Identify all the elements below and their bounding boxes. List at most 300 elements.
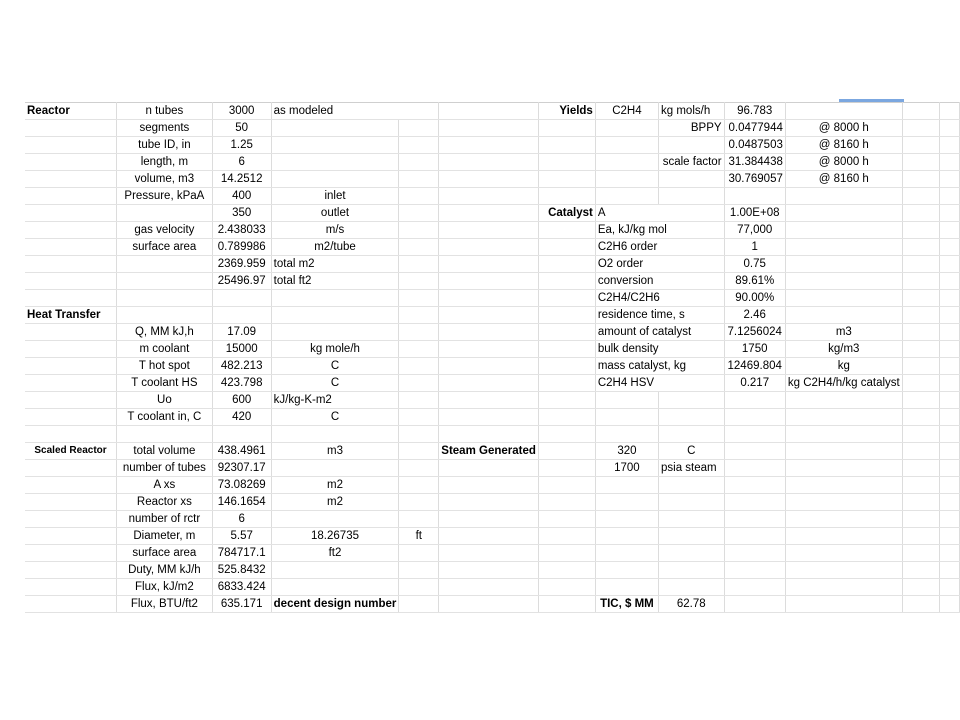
- sheet-cell[interactable]: [785, 511, 902, 528]
- sheet-cell[interactable]: [659, 171, 725, 188]
- sheet-cell[interactable]: [271, 426, 399, 443]
- sheet-cell[interactable]: [659, 477, 725, 494]
- sheet-cell[interactable]: Flux, BTU/ft2: [117, 596, 213, 613]
- sheet-cell[interactable]: [595, 528, 658, 545]
- sheet-cell[interactable]: [902, 562, 940, 579]
- sheet-cell[interactable]: [902, 341, 940, 358]
- sheet-cell[interactable]: 2.46: [724, 307, 785, 324]
- sheet-cell[interactable]: 6833.424: [212, 579, 271, 596]
- sheet-cell[interactable]: total ft2: [271, 273, 399, 290]
- sheet-cell[interactable]: [439, 460, 539, 477]
- sheet-cell[interactable]: 92307.17: [212, 460, 271, 477]
- sheet-cell[interactable]: [595, 188, 658, 205]
- sheet-cell[interactable]: [439, 324, 539, 341]
- sheet-cell[interactable]: T hot spot: [117, 358, 213, 375]
- sheet-cell[interactable]: @ 8000 h: [785, 154, 902, 171]
- sheet-cell[interactable]: [785, 460, 902, 477]
- sheet-cell[interactable]: [785, 290, 902, 307]
- sheet-cell[interactable]: [659, 545, 725, 562]
- sheet-cell[interactable]: [595, 545, 658, 562]
- sheet-cell[interactable]: [117, 426, 213, 443]
- sheet-cell[interactable]: [538, 494, 595, 511]
- sheet-cell[interactable]: A xs: [117, 477, 213, 494]
- sheet-cell[interactable]: [117, 205, 213, 222]
- sheet-cell[interactable]: gas velocity: [117, 222, 213, 239]
- sheet-cell[interactable]: bulk density: [595, 341, 724, 358]
- sheet-cell[interactable]: 7.1256024: [724, 324, 785, 341]
- sheet-cell[interactable]: [439, 562, 539, 579]
- sheet-cell[interactable]: [399, 392, 439, 409]
- sheet-cell[interactable]: [25, 545, 117, 562]
- sheet-cell[interactable]: [940, 120, 960, 137]
- sheet-cell[interactable]: [538, 171, 595, 188]
- sheet-cell[interactable]: [25, 528, 117, 545]
- sheet-cell[interactable]: number of tubes: [117, 460, 213, 477]
- sheet-cell[interactable]: [439, 222, 539, 239]
- sheet-cell[interactable]: [785, 392, 902, 409]
- sheet-cell[interactable]: [785, 409, 902, 426]
- sheet-cell[interactable]: n tubes: [117, 103, 213, 120]
- sheet-cell[interactable]: kg/m3: [785, 341, 902, 358]
- sheet-cell[interactable]: [25, 494, 117, 511]
- sheet-cell[interactable]: [439, 341, 539, 358]
- sheet-cell[interactable]: [538, 256, 595, 273]
- sheet-cell[interactable]: [399, 375, 439, 392]
- sheet-cell[interactable]: [940, 477, 960, 494]
- sheet-cell[interactable]: 1.25: [212, 137, 271, 154]
- sheet-cell[interactable]: 146.1654: [212, 494, 271, 511]
- sheet-cell[interactable]: [724, 494, 785, 511]
- sheet-cell[interactable]: 15000: [212, 341, 271, 358]
- sheet-cell[interactable]: [399, 460, 439, 477]
- sheet-cell[interactable]: [399, 307, 439, 324]
- sheet-cell[interactable]: 18.26735: [271, 528, 399, 545]
- sheet-cell[interactable]: [595, 171, 658, 188]
- sheet-cell[interactable]: [399, 341, 439, 358]
- sheet-cell[interactable]: [940, 188, 960, 205]
- sheet-cell[interactable]: [25, 409, 117, 426]
- sheet-cell[interactable]: [785, 443, 902, 460]
- sheet-cell[interactable]: C: [271, 375, 399, 392]
- sheet-cell[interactable]: [25, 392, 117, 409]
- sheet-cell[interactable]: [902, 358, 940, 375]
- sheet-cell[interactable]: [399, 137, 439, 154]
- sheet-cell[interactable]: [538, 341, 595, 358]
- sheet-cell[interactable]: [538, 579, 595, 596]
- sheet-cell[interactable]: [399, 154, 439, 171]
- sheet-cell[interactable]: [439, 307, 539, 324]
- sheet-cell[interactable]: [399, 120, 439, 137]
- sheet-cell[interactable]: 420: [212, 409, 271, 426]
- sheet-cell[interactable]: [902, 494, 940, 511]
- sheet-cell[interactable]: [439, 188, 539, 205]
- sheet-cell[interactable]: total m2: [271, 256, 399, 273]
- sheet-cell[interactable]: [25, 375, 117, 392]
- sheet-cell[interactable]: 12469.804: [724, 358, 785, 375]
- sheet-cell[interactable]: C2H6 order: [595, 239, 724, 256]
- sheet-cell[interactable]: m coolant: [117, 341, 213, 358]
- sheet-cell[interactable]: [902, 120, 940, 137]
- spreadsheet-grid[interactable]: [25, 102, 960, 613]
- sheet-cell[interactable]: [902, 460, 940, 477]
- sheet-cell[interactable]: [439, 511, 539, 528]
- sheet-cell[interactable]: [785, 494, 902, 511]
- sheet-cell[interactable]: [25, 256, 117, 273]
- sheet-cell[interactable]: [439, 494, 539, 511]
- sheet-cell[interactable]: C: [271, 409, 399, 426]
- sheet-cell[interactable]: [399, 256, 439, 273]
- sheet-cell[interactable]: 31.384438: [724, 154, 785, 171]
- sheet-cell[interactable]: T coolant HS: [117, 375, 213, 392]
- sheet-cell[interactable]: ft: [399, 528, 439, 545]
- sheet-cell[interactable]: 0.789986: [212, 239, 271, 256]
- sheet-cell[interactable]: [595, 579, 658, 596]
- sheet-cell[interactable]: [212, 426, 271, 443]
- sheet-cell[interactable]: [902, 596, 940, 613]
- sheet-cell[interactable]: [25, 477, 117, 494]
- sheet-cell[interactable]: [902, 137, 940, 154]
- sheet-cell[interactable]: C2H4 HSV: [595, 375, 724, 392]
- sheet-cell[interactable]: [785, 545, 902, 562]
- sheet-cell[interactable]: [399, 239, 439, 256]
- sheet-cell[interactable]: Scaled Reactor: [25, 443, 117, 460]
- sheet-cell[interactable]: [659, 562, 725, 579]
- sheet-cell[interactable]: [785, 103, 902, 120]
- sheet-cell[interactable]: [595, 137, 658, 154]
- sheet-cell[interactable]: [439, 239, 539, 256]
- sheet-cell[interactable]: [724, 188, 785, 205]
- sheet-cell[interactable]: [940, 426, 960, 443]
- sheet-cell[interactable]: kJ/kg-K-m2: [271, 392, 399, 409]
- sheet-cell[interactable]: C2H4: [595, 103, 658, 120]
- sheet-cell[interactable]: [940, 494, 960, 511]
- sheet-cell[interactable]: BPPY: [659, 120, 725, 137]
- sheet-cell[interactable]: [538, 358, 595, 375]
- sheet-cell[interactable]: [659, 579, 725, 596]
- sheet-cell[interactable]: 14.2512: [212, 171, 271, 188]
- sheet-cell[interactable]: [117, 273, 213, 290]
- sheet-cell[interactable]: [538, 528, 595, 545]
- sheet-cell[interactable]: kg C2H4/h/kg catalyst: [785, 375, 902, 392]
- sheet-cell[interactable]: [399, 426, 439, 443]
- sheet-cell[interactable]: [439, 477, 539, 494]
- sheet-cell[interactable]: [724, 528, 785, 545]
- sheet-cell[interactable]: 62.78: [659, 596, 725, 613]
- sheet-cell[interactable]: [659, 409, 725, 426]
- sheet-cell[interactable]: [538, 545, 595, 562]
- sheet-cell[interactable]: [399, 324, 439, 341]
- sheet-cell[interactable]: [940, 341, 960, 358]
- sheet-cell[interactable]: [271, 154, 399, 171]
- sheet-cell[interactable]: [595, 392, 658, 409]
- sheet-cell[interactable]: [902, 103, 940, 120]
- sheet-cell[interactable]: 1.00E+08: [724, 205, 785, 222]
- sheet-cell[interactable]: [659, 528, 725, 545]
- sheet-cell[interactable]: [399, 511, 439, 528]
- sheet-cell[interactable]: residence time, s: [595, 307, 724, 324]
- sheet-cell[interactable]: [25, 596, 117, 613]
- sheet-cell[interactable]: [399, 358, 439, 375]
- sheet-cell[interactable]: 50: [212, 120, 271, 137]
- sheet-cell[interactable]: [538, 120, 595, 137]
- sheet-cell[interactable]: 635.171: [212, 596, 271, 613]
- sheet-cell[interactable]: number of rctr: [117, 511, 213, 528]
- sheet-cell[interactable]: [25, 358, 117, 375]
- sheet-cell[interactable]: m/s: [271, 222, 399, 239]
- sheet-cell[interactable]: [785, 188, 902, 205]
- sheet-cell[interactable]: [538, 307, 595, 324]
- sheet-cell[interactable]: m2/tube: [271, 239, 399, 256]
- sheet-cell[interactable]: Reactor: [25, 103, 117, 120]
- sheet-cell[interactable]: [595, 426, 658, 443]
- sheet-cell[interactable]: [25, 171, 117, 188]
- sheet-cell[interactable]: [439, 273, 539, 290]
- sheet-cell[interactable]: 89.61%: [724, 273, 785, 290]
- sheet-cell[interactable]: [724, 562, 785, 579]
- sheet-cell[interactable]: [25, 460, 117, 477]
- sheet-cell[interactable]: [439, 392, 539, 409]
- sheet-cell[interactable]: [595, 409, 658, 426]
- sheet-cell[interactable]: 77,000: [724, 222, 785, 239]
- sheet-cell[interactable]: Catalyst: [538, 205, 595, 222]
- sheet-cell[interactable]: 600: [212, 392, 271, 409]
- sheet-cell[interactable]: [271, 171, 399, 188]
- sheet-cell[interactable]: [25, 511, 117, 528]
- sheet-cell[interactable]: [439, 528, 539, 545]
- sheet-cell[interactable]: [902, 290, 940, 307]
- sheet-cell[interactable]: [538, 392, 595, 409]
- sheet-cell[interactable]: 0.217: [724, 375, 785, 392]
- sheet-cell[interactable]: [940, 443, 960, 460]
- sheet-cell[interactable]: [940, 103, 960, 120]
- sheet-cell[interactable]: [538, 477, 595, 494]
- sheet-cell[interactable]: [399, 205, 439, 222]
- sheet-cell[interactable]: [399, 545, 439, 562]
- sheet-cell[interactable]: [25, 120, 117, 137]
- sheet-cell[interactable]: inlet: [271, 188, 399, 205]
- sheet-cell[interactable]: TIC, $ MM: [595, 596, 658, 613]
- sheet-cell[interactable]: 25496.97: [212, 273, 271, 290]
- sheet-cell[interactable]: 96.783: [724, 103, 785, 120]
- sheet-cell[interactable]: [902, 392, 940, 409]
- sheet-cell[interactable]: [724, 579, 785, 596]
- sheet-cell[interactable]: [439, 171, 539, 188]
- sheet-cell[interactable]: [439, 409, 539, 426]
- sheet-cell[interactable]: [538, 596, 595, 613]
- sheet-cell[interactable]: [212, 290, 271, 307]
- sheet-cell[interactable]: [25, 341, 117, 358]
- sheet-cell[interactable]: [271, 562, 399, 579]
- sheet-cell[interactable]: 6: [212, 154, 271, 171]
- sheet-cell[interactable]: 90.00%: [724, 290, 785, 307]
- sheet-cell[interactable]: [724, 477, 785, 494]
- sheet-cell[interactable]: 400: [212, 188, 271, 205]
- sheet-cell[interactable]: [724, 443, 785, 460]
- sheet-cell[interactable]: [25, 324, 117, 341]
- sheet-cell[interactable]: [902, 307, 940, 324]
- sheet-cell[interactable]: Duty, MM kJ/h: [117, 562, 213, 579]
- sheet-cell[interactable]: [785, 222, 902, 239]
- sheet-cell[interactable]: 350: [212, 205, 271, 222]
- sheet-cell[interactable]: [399, 562, 439, 579]
- sheet-cell[interactable]: [659, 494, 725, 511]
- sheet-cell[interactable]: [538, 188, 595, 205]
- sheet-cell[interactable]: [399, 477, 439, 494]
- sheet-cell[interactable]: C: [659, 443, 725, 460]
- sheet-cell[interactable]: [940, 154, 960, 171]
- sheet-cell[interactable]: [25, 222, 117, 239]
- sheet-cell[interactable]: [724, 511, 785, 528]
- sheet-cell[interactable]: [439, 290, 539, 307]
- sheet-cell[interactable]: length, m: [117, 154, 213, 171]
- sheet-cell[interactable]: [940, 256, 960, 273]
- sheet-cell[interactable]: scale factor: [659, 154, 725, 171]
- sheet-cell[interactable]: [399, 222, 439, 239]
- sheet-cell[interactable]: @ 8160 h: [785, 137, 902, 154]
- sheet-cell[interactable]: [538, 154, 595, 171]
- sheet-cell[interactable]: [659, 137, 725, 154]
- sheet-cell[interactable]: 320: [595, 443, 658, 460]
- sheet-cell[interactable]: kg: [785, 358, 902, 375]
- sheet-cell[interactable]: [902, 205, 940, 222]
- sheet-cell[interactable]: [399, 273, 439, 290]
- sheet-cell[interactable]: [25, 579, 117, 596]
- sheet-cell[interactable]: Flux, kJ/m2: [117, 579, 213, 596]
- sheet-cell[interactable]: [940, 171, 960, 188]
- sheet-cell[interactable]: [785, 562, 902, 579]
- sheet-cell[interactable]: [785, 579, 902, 596]
- sheet-cell[interactable]: total volume: [117, 443, 213, 460]
- sheet-cell[interactable]: 1: [724, 239, 785, 256]
- sheet-cell[interactable]: Heat Transfer: [25, 307, 117, 324]
- sheet-cell[interactable]: m2: [271, 494, 399, 511]
- sheet-cell[interactable]: [940, 307, 960, 324]
- sheet-cell[interactable]: [940, 392, 960, 409]
- sheet-cell[interactable]: [902, 426, 940, 443]
- sheet-cell[interactable]: 1700: [595, 460, 658, 477]
- sheet-cell[interactable]: as modeled: [271, 103, 439, 120]
- sheet-cell[interactable]: [724, 392, 785, 409]
- sheet-cell[interactable]: [902, 443, 940, 460]
- sheet-cell[interactable]: [538, 562, 595, 579]
- sheet-cell[interactable]: [902, 154, 940, 171]
- sheet-cell[interactable]: segments: [117, 120, 213, 137]
- sheet-cell[interactable]: Yields: [538, 103, 595, 120]
- sheet-cell[interactable]: kg mols/h: [659, 103, 725, 120]
- sheet-cell[interactable]: C: [271, 358, 399, 375]
- sheet-cell[interactable]: [902, 511, 940, 528]
- sheet-cell[interactable]: [659, 511, 725, 528]
- sheet-cell[interactable]: [785, 307, 902, 324]
- sheet-cell[interactable]: m2: [271, 477, 399, 494]
- sheet-cell[interactable]: [940, 290, 960, 307]
- sheet-cell[interactable]: [439, 103, 539, 120]
- sheet-cell[interactable]: [659, 392, 725, 409]
- sheet-cell[interactable]: [940, 460, 960, 477]
- sheet-cell[interactable]: [724, 426, 785, 443]
- sheet-cell[interactable]: [724, 460, 785, 477]
- sheet-cell[interactable]: 2369.959: [212, 256, 271, 273]
- sheet-cell[interactable]: m3: [785, 324, 902, 341]
- sheet-cell[interactable]: Diameter, m: [117, 528, 213, 545]
- sheet-cell[interactable]: [271, 511, 399, 528]
- sheet-cell[interactable]: [940, 511, 960, 528]
- sheet-cell[interactable]: [399, 494, 439, 511]
- sheet-cell[interactable]: [25, 137, 117, 154]
- sheet-cell[interactable]: [902, 375, 940, 392]
- sheet-cell[interactable]: [538, 375, 595, 392]
- sheet-cell[interactable]: [25, 426, 117, 443]
- sheet-cell[interactable]: [902, 273, 940, 290]
- sheet-cell[interactable]: 17.09: [212, 324, 271, 341]
- sheet-cell[interactable]: [724, 596, 785, 613]
- sheet-cell[interactable]: [902, 409, 940, 426]
- sheet-cell[interactable]: [25, 290, 117, 307]
- sheet-cell[interactable]: [785, 273, 902, 290]
- sheet-cell[interactable]: [940, 137, 960, 154]
- sheet-cell[interactable]: [940, 205, 960, 222]
- sheet-cell[interactable]: psia steam: [659, 460, 725, 477]
- sheet-cell[interactable]: [595, 562, 658, 579]
- sheet-cell[interactable]: [439, 358, 539, 375]
- sheet-cell[interactable]: amount of catalyst: [595, 324, 724, 341]
- sheet-cell[interactable]: [538, 324, 595, 341]
- sheet-cell[interactable]: [399, 171, 439, 188]
- sheet-cell[interactable]: 2.438033: [212, 222, 271, 239]
- sheet-cell[interactable]: Ea, kJ/kg mol: [595, 222, 724, 239]
- sheet-cell[interactable]: [940, 528, 960, 545]
- sheet-cell[interactable]: [117, 290, 213, 307]
- sheet-cell[interactable]: [25, 188, 117, 205]
- sheet-cell[interactable]: [538, 290, 595, 307]
- sheet-cell[interactable]: [25, 239, 117, 256]
- sheet-cell[interactable]: 438.4961: [212, 443, 271, 460]
- sheet-cell[interactable]: 423.798: [212, 375, 271, 392]
- sheet-cell[interactable]: 1750: [724, 341, 785, 358]
- sheet-cell[interactable]: [117, 307, 213, 324]
- sheet-cell[interactable]: [399, 596, 439, 613]
- sheet-cell[interactable]: ft2: [271, 545, 399, 562]
- sheet-cell[interactable]: 0.75: [724, 256, 785, 273]
- sheet-cell[interactable]: [271, 307, 399, 324]
- sheet-cell[interactable]: decent design number: [271, 596, 399, 613]
- sheet-cell[interactable]: surface area: [117, 239, 213, 256]
- sheet-cell[interactable]: 5.57: [212, 528, 271, 545]
- sheet-cell[interactable]: [538, 222, 595, 239]
- sheet-cell[interactable]: [940, 579, 960, 596]
- sheet-cell[interactable]: [940, 596, 960, 613]
- sheet-cell[interactable]: [538, 409, 595, 426]
- sheet-cell[interactable]: [271, 579, 399, 596]
- sheet-cell[interactable]: [117, 256, 213, 273]
- sheet-cell[interactable]: [271, 137, 399, 154]
- sheet-cell[interactable]: [940, 562, 960, 579]
- sheet-cell[interactable]: [399, 290, 439, 307]
- sheet-cell[interactable]: [538, 511, 595, 528]
- sheet-cell[interactable]: [902, 171, 940, 188]
- sheet-cell[interactable]: [271, 290, 399, 307]
- sheet-cell[interactable]: 6: [212, 511, 271, 528]
- sheet-cell[interactable]: [595, 120, 658, 137]
- sheet-cell[interactable]: outlet: [271, 205, 399, 222]
- sheet-cell[interactable]: [212, 307, 271, 324]
- sheet-cell[interactable]: m3: [271, 443, 399, 460]
- sheet-cell[interactable]: [940, 273, 960, 290]
- sheet-cell[interactable]: [940, 409, 960, 426]
- sheet-cell[interactable]: [902, 579, 940, 596]
- sheet-cell[interactable]: 482.213: [212, 358, 271, 375]
- sheet-cell[interactable]: [595, 154, 658, 171]
